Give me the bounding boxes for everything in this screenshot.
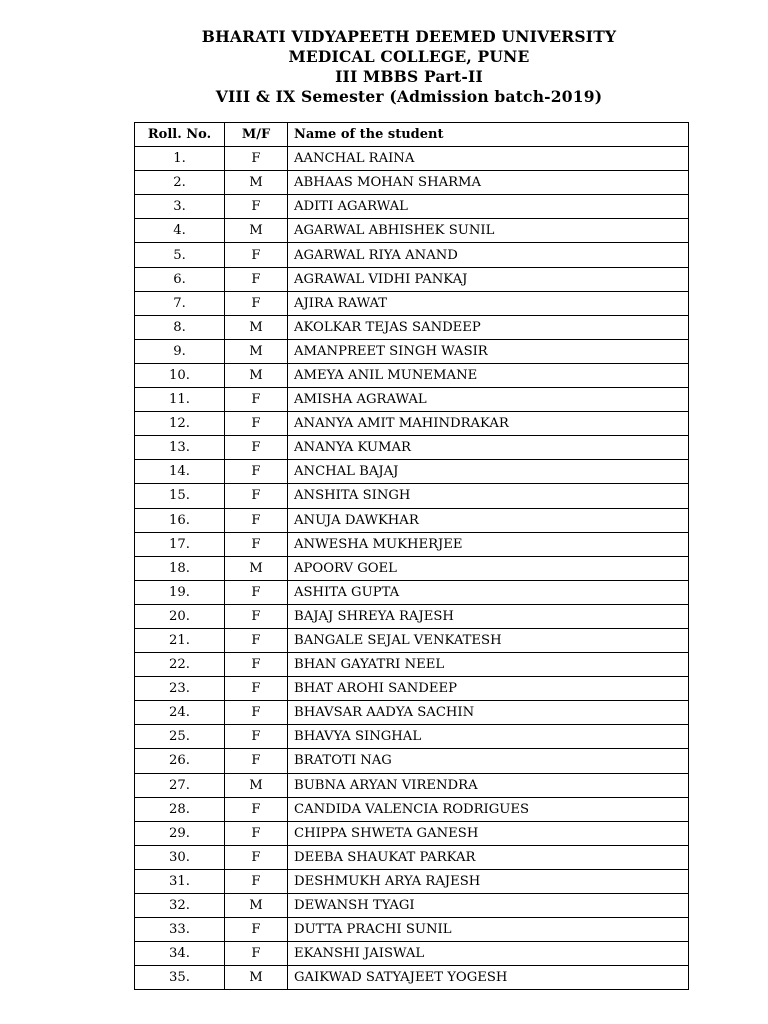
table-row: [135, 653, 689, 677]
table-row: [135, 773, 689, 797]
gender-cell: F: [225, 653, 288, 677]
roll-no-cell: 32.: [135, 894, 225, 918]
roll-no-cell: 6.: [135, 267, 225, 291]
student-name-cell: CANDIDA VALENCIA RODRIGUES: [288, 797, 689, 821]
roll-no-cell: 3.: [135, 195, 225, 219]
roll-no-cell: 34.: [135, 942, 225, 966]
table-row: [135, 267, 689, 291]
gender-cell: F: [225, 677, 288, 701]
table-header-row: [135, 123, 689, 147]
student-name-cell: ASHITA GUPTA: [288, 580, 689, 604]
table-body: [135, 147, 689, 990]
gender-cell: F: [225, 412, 288, 436]
gender-cell: F: [225, 147, 288, 171]
gender-cell: M: [225, 894, 288, 918]
table-row: [135, 797, 689, 821]
table-row: [135, 701, 689, 725]
table-row: [135, 147, 689, 171]
gender-cell: M: [225, 556, 288, 580]
roll-no-cell: 22.: [135, 653, 225, 677]
table-row: [135, 677, 689, 701]
gender-cell: F: [225, 628, 288, 652]
gender-cell: F: [225, 604, 288, 628]
table-row: [135, 869, 689, 893]
table-row: [135, 725, 689, 749]
gender-cell: F: [225, 508, 288, 532]
roll-no-cell: 15.: [135, 484, 225, 508]
table-row: [135, 821, 689, 845]
table-row: [135, 460, 689, 484]
student-name-cell: APOORV GOEL: [288, 556, 689, 580]
roll-no-cell: 26.: [135, 749, 225, 773]
roll-no-cell: 29.: [135, 821, 225, 845]
gender-cell: M: [225, 171, 288, 195]
student-name-cell: AKOLKAR TEJAS SANDEEP: [288, 315, 689, 339]
table-row: [135, 484, 689, 508]
student-name-cell: DESHMUKH ARYA RAJESH: [288, 869, 689, 893]
college-name: MEDICAL COLLEGE, PUNE: [288, 47, 530, 66]
roll-no-cell: 9.: [135, 339, 225, 363]
roll-no-cell: 30.: [135, 845, 225, 869]
student-name-cell: BHAVSAR AADYA SACHIN: [288, 701, 689, 725]
column-header-roll-no: Roll. No.: [135, 123, 225, 147]
document-header: [0, 27, 768, 107]
student-name-cell: ANANYA KUMAR: [288, 436, 689, 460]
student-name-cell: ANWESHA MUKHERJEE: [288, 532, 689, 556]
roll-no-cell: 1.: [135, 147, 225, 171]
student-name-cell: BANGALE SEJAL VENKATESH: [288, 628, 689, 652]
gender-cell: M: [225, 339, 288, 363]
gender-cell: F: [225, 195, 288, 219]
roll-no-cell: 19.: [135, 580, 225, 604]
table-row: [135, 942, 689, 966]
roll-no-cell: 4.: [135, 219, 225, 243]
roll-no-cell: 8.: [135, 315, 225, 339]
gender-cell: F: [225, 243, 288, 267]
student-name-cell: BAJAJ SHREYA RAJESH: [288, 604, 689, 628]
roll-no-cell: 21.: [135, 628, 225, 652]
gender-cell: F: [225, 725, 288, 749]
gender-cell: F: [225, 749, 288, 773]
roll-no-cell: 35.: [135, 966, 225, 990]
table-row: [135, 580, 689, 604]
roll-no-cell: 7.: [135, 291, 225, 315]
gender-cell: F: [225, 267, 288, 291]
roll-no-cell: 24.: [135, 701, 225, 725]
student-name-cell: ANANYA AMIT MAHINDRAKAR: [288, 412, 689, 436]
student-name-cell: ABHAAS MOHAN SHARMA: [288, 171, 689, 195]
roll-no-cell: 28.: [135, 797, 225, 821]
roll-no-cell: 18.: [135, 556, 225, 580]
university-name: BHARATI VIDYAPEETH DEEMED UNIVERSITY: [201, 27, 617, 46]
roll-no-cell: 27.: [135, 773, 225, 797]
roll-no-cell: 14.: [135, 460, 225, 484]
gender-cell: F: [225, 869, 288, 893]
student-name-cell: ADITI AGARWAL: [288, 195, 689, 219]
roll-no-cell: 13.: [135, 436, 225, 460]
gender-cell: F: [225, 797, 288, 821]
table-row: [135, 339, 689, 363]
table-row: [135, 918, 689, 942]
gender-cell: F: [225, 460, 288, 484]
gender-cell: M: [225, 363, 288, 387]
gender-cell: F: [225, 291, 288, 315]
table-row: [135, 219, 689, 243]
student-name-cell: CHIPPA SHWETA GANESH: [288, 821, 689, 845]
table-row: [135, 845, 689, 869]
student-name-cell: BHAT AROHI SANDEEP: [288, 677, 689, 701]
roll-no-cell: 11.: [135, 388, 225, 412]
table-row: [135, 604, 689, 628]
gender-cell: F: [225, 532, 288, 556]
column-header-gender: M/F: [225, 123, 288, 147]
student-name-cell: AMANPREET SINGH WASIR: [288, 339, 689, 363]
gender-cell: M: [225, 219, 288, 243]
table-row: [135, 894, 689, 918]
roll-no-cell: 20.: [135, 604, 225, 628]
gender-cell: M: [225, 966, 288, 990]
roll-no-cell: 10.: [135, 363, 225, 387]
student-name-cell: DEWANSH TYAGI: [288, 894, 689, 918]
table-row: [135, 556, 689, 580]
student-name-cell: ANUJA DAWKHAR: [288, 508, 689, 532]
student-name-cell: EKANSHI JAISWAL: [288, 942, 689, 966]
roll-no-cell: 31.: [135, 869, 225, 893]
gender-cell: F: [225, 436, 288, 460]
table-row: [135, 195, 689, 219]
roll-no-cell: 25.: [135, 725, 225, 749]
gender-cell: F: [225, 388, 288, 412]
student-name-cell: AGARWAL ABHISHEK SUNIL: [288, 219, 689, 243]
roll-no-cell: 16.: [135, 508, 225, 532]
student-name-cell: AGARWAL RIYA ANAND: [288, 243, 689, 267]
student-name-cell: ANCHAL BAJAJ: [288, 460, 689, 484]
roll-no-cell: 33.: [135, 918, 225, 942]
gender-cell: F: [225, 701, 288, 725]
table-row: [135, 363, 689, 387]
gender-cell: F: [225, 845, 288, 869]
student-name-cell: DUTTA PRACHI SUNIL: [288, 918, 689, 942]
student-name-cell: AMEYA ANIL MUNEMANE: [288, 363, 689, 387]
table-row: [135, 315, 689, 339]
roll-no-cell: 12.: [135, 412, 225, 436]
student-name-cell: BHAN GAYATRI NEEL: [288, 653, 689, 677]
column-header-student-name: Name of the student: [288, 123, 689, 147]
student-name-cell: DEEBA SHAUKAT PARKAR: [288, 845, 689, 869]
student-name-cell: AGRAWAL VIDHI PANKAJ: [288, 267, 689, 291]
roll-no-cell: 23.: [135, 677, 225, 701]
roll-no-cell: 17.: [135, 532, 225, 556]
gender-cell: F: [225, 918, 288, 942]
table-row: [135, 291, 689, 315]
table-row: [135, 628, 689, 652]
table-row: [135, 171, 689, 195]
table-row: [135, 388, 689, 412]
table-row: [135, 436, 689, 460]
student-name-cell: AJIRA RAWAT: [288, 291, 689, 315]
student-name-cell: AANCHAL RAINA: [288, 147, 689, 171]
gender-cell: F: [225, 821, 288, 845]
table-row: [135, 508, 689, 532]
table-row: [135, 532, 689, 556]
roll-no-cell: 5.: [135, 243, 225, 267]
student-roster-table: [134, 122, 689, 990]
student-name-cell: GAIKWAD SATYAJEET YOGESH: [288, 966, 689, 990]
table-row: [135, 966, 689, 990]
gender-cell: M: [225, 315, 288, 339]
course-title: III MBBS Part-II: [335, 67, 483, 86]
table-row: [135, 749, 689, 773]
student-name-cell: AMISHA AGRAWAL: [288, 388, 689, 412]
table-row: [135, 243, 689, 267]
gender-cell: F: [225, 484, 288, 508]
gender-cell: F: [225, 942, 288, 966]
table-row: [135, 412, 689, 436]
student-name-cell: BRATOTI NAG: [288, 749, 689, 773]
student-name-cell: BHAVYA SINGHAL: [288, 725, 689, 749]
student-name-cell: BUBNA ARYAN VIRENDRA: [288, 773, 689, 797]
gender-cell: F: [225, 580, 288, 604]
gender-cell: M: [225, 773, 288, 797]
roll-no-cell: 2.: [135, 171, 225, 195]
student-name-cell: ANSHITA SINGH: [288, 484, 689, 508]
semester-batch: VIII & IX Semester (Admission batch-2019): [215, 87, 603, 106]
